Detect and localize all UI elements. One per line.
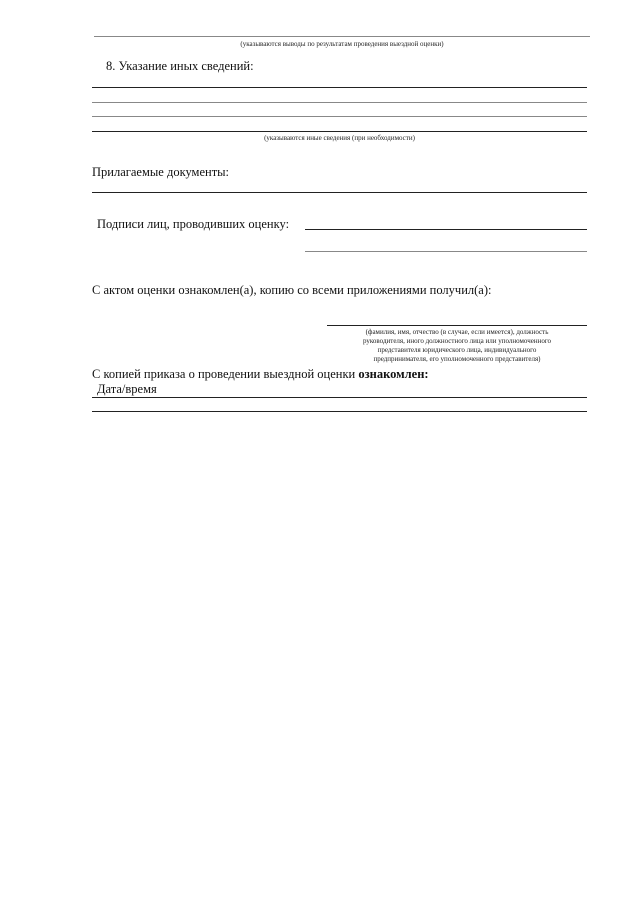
acknowledgment-caption (322, 328, 592, 364)
section8-line-1 (92, 87, 587, 88)
section8-line-3 (92, 116, 587, 117)
section8-heading: 8. Указание иных сведений: (106, 59, 254, 73)
order-copy-text (92, 367, 429, 382)
attachments-line (92, 192, 587, 193)
acknowledgment-signature-line (327, 325, 587, 326)
section7-result-line (94, 36, 590, 37)
section8-caption: (указываются иные сведения (при необходимости) (264, 134, 415, 142)
order-copy-text-prefix: С копией приказа о проведении выездной оценки (92, 367, 359, 381)
signatures-label: Подписи лиц, проводивших оценку: (97, 217, 290, 231)
acknowledgment-caption-line: (фамилия, имя, отчество (в случае, если имеется), должность (365, 328, 549, 336)
acknowledgment-text: С актом оценки ознакомлен(а), копию со всеми приложениями получил(а): (92, 283, 492, 297)
signature-line-1 (305, 229, 587, 230)
section8-line-4 (92, 131, 587, 132)
datetime-label: Дата/время (97, 382, 157, 396)
attachments-label: Прилагаемые документы: (92, 165, 230, 179)
datetime-line-1 (92, 397, 587, 398)
acknowledgment-caption-line: предпринимателя, его уполномоченного представителя) (373, 355, 541, 363)
section7-caption: (указываются выводы по результатам проведения выездной оценки) (240, 40, 444, 48)
section8-line-2 (92, 102, 587, 103)
acknowledgment-caption-line: руководителя, иного должностного лица или уполномоченного (362, 337, 552, 345)
signature-line-2 (305, 251, 587, 252)
order-copy-text-bold: ознакомлен: (358, 367, 429, 381)
datetime-line-2 (92, 411, 587, 412)
acknowledgment-caption-line: представителя юридического лица, индивидуального (377, 346, 537, 354)
